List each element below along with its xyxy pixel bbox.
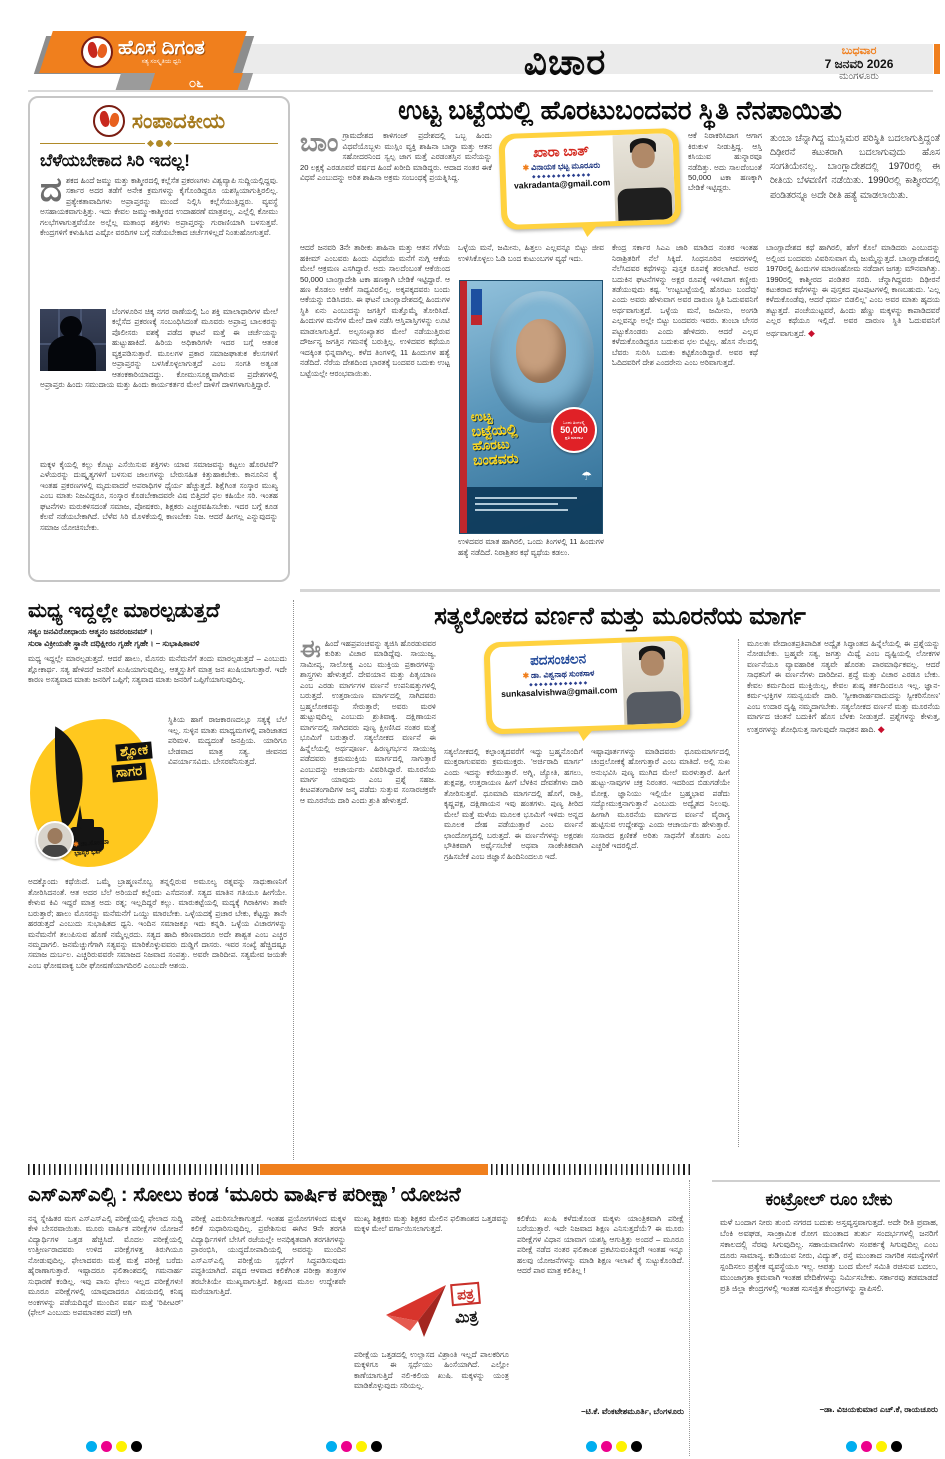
- article2-dropcap: ಈ: [300, 638, 321, 663]
- editorial-headline: ಬೆಳೆಯಬೇಕಾದ ಸಿರಿ ಇದಲ್ಲ!: [40, 151, 190, 170]
- star-icon: ✱: [522, 163, 529, 173]
- letters-divider-orange: [260, 1164, 488, 1175]
- column-title: ಖಾರಾ ಬಾತ್: [532, 143, 590, 161]
- shloka-label-2: ಸಾಗರ: [111, 763, 147, 783]
- editorial-section-title: ಸಂಪಾದಕೀಯ: [131, 108, 226, 133]
- brand-name: ಹೊಸ ದಿಗಂತ: [118, 36, 205, 59]
- article-divider: [300, 589, 940, 592]
- article1-intro-wrap: [770, 131, 940, 237]
- letters-byline: –ಟಿ.ಕೆ. ವೆಂಕಟೇಶಮೂರ್ತಿ, ಬೆಂಗಳೂರು: [581, 1407, 684, 1416]
- letters-col4: ಕಲಿಕೆಯ ಖುಷಿ ಕಳೆದುಕೊಂಡ ಮಕ್ಕಳು ಯಾಂತ್ರಿಕವಾಗಿ ಪರೀಕ್ಷೆ ಬರೆಯುತ್ತಾರೆ. ಇದೇ ನಿಜವಾದ ಶಿಕ್ಷಣ ಎನಿಸುತ್ತದೆಯೆ? ಈ ಮೂರು ಪರೀಕ್ಷೆಗಳ ವಿಧಾನ ಯಾವಾಗ ಯಶಸ್ವಿ ಆಗುತ್ತಿತ್ತು ಅಂದರೆ – ಮೂರೂ ಪರೀಕ್ಷೆ ನಡೆದ ನಂತರ ಫಲಿತಾಂಶ ಪ್ರಕಟಿಸುವಂತಿದ್ದರೆ! ಇಂತಹ ಇನ್ನೂ ಹಲವು ಯೋಜನೆಗಳನ್ನು ಮಾಡಿ ಶಿಕ್ಷಣ ಇಲಾಖೆ ಕೈ ಸುಟ್ಟುಕೊಂಡಿದೆ. ಆದರೆ ಪಾಠ ಮಾತ್ರ ಕಲಿತಿಲ್ಲ ! –ಟಿ.ಕೆ. ವೆಂಕಟೇಶಮೂರ್ತಿ, ಬೆಂಗಳೂರು: [517, 1214, 684, 1416]
- brand-logo-icon: [81, 36, 113, 68]
- patra-label: ಪತ್ರ: [450, 1282, 481, 1307]
- madhya-body-3: ಅದಕ್ಕೊಂದು ಕಥೆಯಿದೆ. ಒಮ್ಮೆ ಬ್ರಾಹ್ಮಣನೊಬ್ಬ ತನ್ನಲ್ಲಿರುವ ಅಮೂಲ್ಯ ರತ್ನವನ್ನು ಸಾಧುಕಾಣನಿಗೆ ತೋರಿಸಿದನಂತೆ. ಆತ ಅದರ ಬೆಲೆ ಅರಿಯದೆ ಕಲ್ಲೆಂದು ಎಸೆದನಂತೆ. ಸತ್ಯದ ಮಾತಿನ ಗತಿಯೂ ಹೀಗೆಯೇ. ಕೇಳುವ ಕಿವಿ ಇದ್ದರೆ ಮಾತ್ರ ಅದು ರತ್ನ; ಇಲ್ಲದಿದ್ದರೆ ಕಲ್ಲು. ಮಾರುಕಟ್ಟೆಯಲ್ಲಿ ಮದ್ಯಕ್ಕೆ ಗಿರಾಕಿಗಳು ತಾವೇ ಬರುತ್ತಾರೆ; ಹಾಲು ಮೊಸರನ್ನು ಮನೆಮನೆಗೆ ಒಯ್ದು ಮಾರಬೇಕು. ಒಳ್ಳೆಯದಕ್ಕೆ ಪ್ರಚಾರ ಬೇಕು, ಕೆಟ್ಟದ್ದು ತಾನೇ ಹರಡುತ್ತದೆ ಎಂಬುದು ಸುಭಾಷಿತದ ಧ್ವನಿ. ಇಂದಿನ ಸಮಾಜಕ್ಕೂ ಇದು ಕನ್ನಡಿ. ಒಳ್ಳೆಯ ವಿಚಾರಗಳನ್ನು ಮನೆಮನೆಗೆ ತಲುಪಿಸುವ ಹೊಣೆ ನಮ್ಮೆಲ್ಲರದು. ಸತ್ಯದ ಹಾದಿ ಕಠಿಣವಾದರೂ ಅದೇ ಶಾಶ್ವತ ಎಂಬ ಎಚ್ಚರ ನಮ್ಮದಾಗಲಿ. ಜನಮೆಚ್ಚುಗೆಗಾಗಿ ಸತ್ಯವನ್ನು ಮಾರಿಕೊಳ್ಳುವವರು ದುಡ್ಡಿಗೆ ದಾಸರು. ಇವರ ಸಂಖ್ಯೆ ಹೆಚ್ಚಿದಷ್ಟೂ ಸಮಾಜ ದುರ್ಬಲ. ಎಚ್ಚರಿರುವವರೇ ಸಮಾಜದ ನಿಜವಾದ ಸಂಪತ್ತು. ಅವರೇ ದಾರಿದೀಪ. ಸತ್ಯಮೇವ ಜಯತೇ ಎಂಬ ಘೋಷವಾಕ್ಯ ಬರೀ ಘೋಷಣೆಯಾಗದಿರಲಿ ಎಂಬುದೇ ಆಶಯ.: [28, 877, 287, 970]
- editorial-box: [28, 96, 290, 582]
- letters-col3-bottom: ಪರೀಕ್ಷೆಯ ಒತ್ತಡದಲ್ಲಿ ಉಲ್ಲಾಸದ ವಿಶ್ರಾಂತಿ ಇಲ್ಲದೆ ಪಾಲಕರಿಗೂ ಮಕ್ಕಳಿಗೂ ಈ ಸ್ಪರ್ಧೆಯು ಹಿಂಸೆಯಾಗಿದೆ. ಎಲ್ಲೋ ಕಾಣೆಯಾಗುತ್ತಿದೆ ನಲಿ-ಕಲಿಯ ಖುಷಿ. ಮಕ್ಕಳನ್ನು ಯಂತ್ರ ಮಾಡಿಕೊಳ್ಳುವುದು ಸರಿಯಲ್ಲ.: [354, 1350, 509, 1391]
- cmyk-registration-marks: [86, 1441, 142, 1452]
- editorial-photo: [40, 309, 106, 371]
- book-credits-panel: [467, 487, 602, 533]
- control-byline: –ಡಾ. ವಿಜಯಕುಮಾರ ಎಚ್.ಕೆ, ರಾಯಚೂರು: [819, 1405, 938, 1414]
- madhya-shloka: ಸತ್ಯಂ ಜನವಿರೋಧಾಯ ಆತ್ಮನಂ ಜನರಂಜನಮ್ । ಸುರಾ ವಿಕ್ರೀಯತೇ ಸ್ಥಾನೇ ದಧಿಕ್ಷೀರಂ ಗೃಹೇ ಗೃಹೇ । – ಸುಭಾಷಿತಾವಳಿ: [28, 627, 200, 648]
- star-icon: ✱: [522, 670, 529, 680]
- article1-col2-top: ಒಳ್ಳೆಯ ಮನೆ, ಜಮೀನು, ಹಿತ್ತಲು ಎಲ್ಲವನ್ನೂ ಬಿಟ್ಟು ಜೀವ ಉಳಿಸಿಕೊಳ್ಳಲು ಓಡಿ ಬಂದ ಕುಟುಂಬಗಳ ವ್ಯಥೆ ಇದು.: [458, 243, 604, 263]
- article-end-icon: ◆: [877, 723, 885, 734]
- article2-col2: ಸತ್ಯಲೋಕದಲ್ಲಿ ಕಲ್ಪಾಂತ್ಯದವರೆಗೆ ಇದ್ದು ಬ್ರಹ್ಮನೊಂದಿಗೆ ಮುಕ್ತರಾಗುವವರು ಕ್ರಮಮುಕ್ತರು. 'ಅರ್ಚಿರಾದಿ ಮಾರ್ಗ' ಎಂದು ಇದನ್ನು ಕರೆಯುತ್ತಾರೆ. ಅಗ್ನಿ, ಜ್ಯೋತಿ, ಹಗಲು, ಶುಕ್ಲಪಕ್ಷ, ಉತ್ತರಾಯಣ ಹೀಗೆ ಬೆಳಕಿನ ದೇವತೆಗಳು ದಾರಿ ತೋರಿಸುತ್ತವೆ. ಧೂಮಾದಿ ಮಾರ್ಗದಲ್ಲಿ ಹೊಗೆ, ರಾತ್ರಿ, ಕೃಷ್ಣಪಕ್ಷ, ದಕ್ಷಿಣಾಯನ ಇವು ಹಂತಗಳು. ಪುಣ್ಯ ತೀರಿದ ಮೇಲೆ ಮತ್ತೆ ಮಳೆಯ ಮೂಲಕ ಭೂಮಿಗೆ ಇಳಿದು ಅನ್ನದ ಮೂಲಕ ದೇಹ ಪಡೆಯುತ್ತಾರೆ ಎಂಬ ವರ್ಣನೆ ಛಾಂದೋಗ್ಯದಲ್ಲಿ ಬರುತ್ತದೆ. ಈ ವರ್ಣನೆಗಳನ್ನು ಅಕ್ಷರಶಃ ಭೌತಿಕವಾಗಿ ಅರ್ಥೈಸಬೇಕೆ ಅಥವಾ ಸಾಂಕೇತಿಕವಾಗಿ ಗ್ರಹಿಸಬೇಕೆ ಎಂಬ ಜಿಜ್ಞಾಸೆ ಹಿಂದಿನಿಂದಲೂ ಇದೆ.: [444, 746, 583, 861]
- editorial-header: [40, 105, 278, 137]
- paper-plane-icon: [384, 1281, 454, 1341]
- article2-middle-zone: [444, 639, 730, 1147]
- author-name: ಡಾ. ವಿಶ್ವನಾಥ ಸುಂಕಸಾಳ: [530, 668, 595, 680]
- letters-col1: ನನ್ನ ಸ್ನೇಹಿತರ ಮಗ ಎಸ್ಎಸ್ಎಲ್ಸಿ ಪರೀಕ್ಷೆಯಲ್ಲಿ ಫೇಲಾದ ಸುದ್ದಿ ಕೇಳಿ ಬೇಸರವಾಯಿತು. ಮೂರು ವಾರ್ಷಿಕ ಪರೀಕ್ಷೆಗಳ ಯೋಜನೆ ವಿದ್ಯಾರ್ಥಿಗಳ ಒತ್ತಡ ಹೆಚ್ಚಿಸಿದೆ. ಮೊದಲ ಪರೀಕ್ಷೆಯಲ್ಲಿ ಉತ್ತೀರ್ಣರಾದವರು ಉಳಿದ ಪರೀಕ್ಷೆಗಳತ್ತ ತಿರುಗಿಯೂ ನೋಡುವುದಿಲ್ಲ. ಫೇಲಾದವರು ಮತ್ತೆ ಮತ್ತೆ ಪರೀಕ್ಷೆ ಬರೆದು ಹೈರಾಣಾಗುತ್ತಾರೆ. ಇಷ್ಟಾದರೂ ಫಲಿತಾಂಶದಲ್ಲಿ ಗಮನಾರ್ಹ ಸುಧಾರಣೆ ಕಂಡಿಲ್ಲ. ಇವು ಪಾಸು ಫೇಲು ಇಲ್ಲದ ಪರೀಕ್ಷೆಗಳು! ಮೂರೂ ಪರೀಕ್ಷೆಗಳಲ್ಲಿ ಯಾವುದಾದರೂ ವಿಷಯದಲ್ಲಿ ಕನಿಷ್ಠ ಅಂಕಗಳನ್ನು ಪಡೆಯದಿದ್ದರೆ ಮುಂದಿನ ವರ್ಷ ಮತ್ತೆ ‘ರಿಪೀಟರ್’ (ಫೇಲ್ ಎಂಬುದು ಅಪಮಾನಕರ ಪದ!) ಆಗಿ: [28, 1214, 183, 1318]
- book-cover-photo: [459, 280, 603, 534]
- editorial-body-2: ಬೆಂಗಳೂರಿನ ಚಿಕ್ಕ ನಗರ ಠಾಣೆಯಲ್ಲಿ ಓಂ ಶಕ್ತಿ ಮಾಲಾಧಾರಿಗಳ ಮೇಲೆ ಕಲ್ಲೆಸೆದ ಪ್ರಕರಣಕ್ಕೆ ಸಂಬಂಧಿಸಿದಂತೆ ಮೂವರು ಅಪ್ರಾಪ್ತ ಬಾಲಕರನ್ನು ಪೊಲೀಸರು ವಶಕ್ಕೆ ಪಡೆದ ಘಟನೆ ಮತ್ತೆ ಈ ಚರ್ಚೆಯನ್ನು ಹುಟ್ಟುಹಾಕಿದೆ. ಹಿರಿಯ ಅಧಿಕಾರಿಗಳೇ ಇದರ ಬಗ್ಗೆ ಆತಂಕ ವ್ಯಕ್ತಪಡಿಸುತ್ತಾರೆ. ಮೂಲಗಳ ಪ್ರಕಾರ ಸಮಾಜಘಾತುಕ ಕೆಲಸಗಳಿಗೆ ಅಪ್ರಾಪ್ತರನ್ನು ಬಳಸಿಕೊಳ್ಳಲಾಗುತ್ತದೆ ಎಂಬ ಸಂಗತಿ ಅತ್ಯಂತ ಆತಂಕಕಾರಿಯಾದದ್ದು. ಕೋಮುಸೂಕ್ಷ್ಮವಾಗಿರುವ ಪ್ರದೇಶಗಳಲ್ಲಿ ಅಪ್ರಾಪ್ತರು ಹಿಂದು ಸಮುದಾಯ ಮತ್ತು ಹಿಂದು ಕಾರ್ಯಕರ್ತರ ಮೇಲೆ ದಾಳಿಗೆ ದಾಳಗಳಾಗುತ್ತಿದ್ದಾರೆ.: [40, 307, 278, 390]
- letters-headline: ಎಸ್ಎಸ್ಎಲ್ಸಿ : ಸೋಲು ಕಂಡ ‘ಮೂರು ವಾರ್ಷಿಕ ಪರೀಕ್ಷಾ’ ಯೋಜನೆ: [28, 1184, 461, 1206]
- article2-headline: ಸತ್ಯಲೋಕದ ವರ್ಣನೆ ಮತ್ತು ಮೂರನೆಯ ಮಾರ್ಗ: [434, 603, 806, 630]
- letters-section: [28, 1180, 690, 1456]
- madhya-headline: ಮಧ್ಯ ಇದ್ದಲ್ಲೇ ಮಾರಲ್ಪಡುತ್ತದೆ: [28, 600, 220, 622]
- book-sales-badge: ಒಂದು ತಿಂಗಳಲ್ಲಿ 50,000 ಪ್ರತಿ ಮಾರಾಟ: [551, 407, 597, 453]
- dots-ornament: ◆◆◆◆◆◆◆◆◆◆◆◆: [529, 679, 589, 687]
- dateline-day: ಬುಧವಾರ: [841, 45, 877, 57]
- article-2: [300, 600, 940, 1160]
- shloka-sagara-box: [28, 717, 160, 869]
- cmyk-registration-marks: [326, 1441, 382, 1452]
- letters-col2: ಪರೀಕ್ಷೆ ಎದುರಿಸಬೇಕಾಗುತ್ತದೆ. ಇಂತಹ ಪ್ರಯೋಗಗಳಿಂದ ಮಕ್ಕಳ ಕಲಿಕೆ ಸುಧಾರಿಸುವುದಿಲ್ಲ. ಪ್ರವೇಶಿಸುವ ಈಗಿನ 9ನೇ ತರಗತಿ ವಿದ್ಯಾರ್ಥಿಗಳಿಗೆ ಬೇಸಿಗೆ ರಜೆಯಲ್ಲೇ ಅನಧಿಕೃತವಾಗಿ ತರಗತಿಗಳನ್ನು ಪ್ರಾರಂಭಿಸಿ, ಯುದ್ಧದೋಪಾದಿಯಲ್ಲಿ ಅವರನ್ನು ಮುಂದಿನ ಎಸ್ಎಸ್ಎಲ್ಸಿ ಪರೀಕ್ಷೆಯ ಸ್ಪರ್ಧೆಗೆ ಸಿದ್ಧಪಡಿಸುವುದು ಪದ್ಧತಿಯಾಗಿದೆ. ಪಠ್ಯದ ಆಳವಾದ ಕಲಿಕೆಗಿಂತ ಪರೀಕ್ಷಾ ತಂತ್ರಗಳ ತರಬೇತಿಯೇ ಮುಖ್ಯವಾಗುತ್ತಿದೆ. ಶಿಕ್ಷಣದ ಮೂಲ ಉದ್ದೇಶವೇ ಮರೆಯಾಗುತ್ತಿದೆ.: [191, 1214, 346, 1297]
- article2-col3: ಇಷ್ಟಾಪೂರ್ತಗಳನ್ನು ಮಾಡಿದವರು ಧೂಮಮಾರ್ಗದಲ್ಲಿ ಚಂದ್ರಲೋಕಕ್ಕೆ ಹೋಗುತ್ತಾರೆ ಎಂಬ ಮಾತಿದೆ. ಅಲ್ಲಿ ಸುಖ ಅನುಭವಿಸಿ ಪುಣ್ಯ ಮುಗಿದ ಮೇಲೆ ಮರಳುತ್ತಾರೆ. ಹೀಗೆ ಹುಟ್ಟು-ಸಾವುಗಳ ಚಕ್ರ ನಿರಂತರ. ಇದರಿಂದ ಬಿಡುಗಡೆಯೇ ಮೋಕ್ಷ. ಜ್ಞಾನಿಯು ಇಲ್ಲಿಯೇ ಬ್ರಹ್ಮಭಾವ ಪಡೆದು ಸದ್ಯೋಮುಕ್ತನಾಗುತ್ತಾನೆ ಎಂಬುದು ಅದ್ವೈತದ ನಿಲುವು. ಹೀಗಾಗಿ ಮೂರನೆಯ ಮಾರ್ಗದ ವರ್ಣನೆ ವೈರಾಗ್ಯ ಹುಟ್ಟಿಸುವ ಉದ್ದೇಶದ್ದು ಎಂದು ಆಚಾರ್ಯರು ಹೇಳುತ್ತಾರೆ. ಸಂಸಾರದ ಕ್ಷಣಿಕತೆ ಅರಿತು ಸಾಧನೆಗೆ ತೊಡಗು ಎಂಬ ಎಚ್ಚರಿಕೆ ಇದರಲ್ಲಿದೆ.: [591, 746, 730, 851]
- book-spine: [460, 281, 467, 533]
- editorial-logo-icon: [93, 105, 125, 137]
- article1-lead: ಬಾಂಗ್ರಾಮದೇಶದ ಕಾಳಿಗಂಜ್ ಪ್ರದೇಶದಲ್ಲಿ ಒಬ್ಬ ಹಿಂದು ವಿಧವೆಯೊಬ್ಬಳು ಮುಸ್ಲಿಂ ವ್ಯಕ್ತಿ ಶಾಹಿನಾ ಬಾಗ್ದಾ ಮತ್ತು ಆತನ ಸಹೋದರನಿಂದ ಸ್ವಲ್ಪ ಜಾಗ ಮತ್ತೆ ಎರಡಂತಸ್ತಿನ ಮನೆಯನ್ನು 20 ಲಕ್ಷಕ್ಕೆ ಎರಡೂವರೆ ವರ್ಷದ ಹಿಂದೆ ಖರೀದಿ ಮಾಡಿದ್ದರು. ಆದಾದ ನಂತರ ಈಕೆ ವಿಧವೆ ಎಂಬುದನ್ನು ಅರಿತ ಶಾಹಿನಾ ಅಕ್ರಮ ಸಂಬಂಧಕ್ಕೆ ಪ್ರಯತ್ನಿಸಿದ್ದ.: [300, 131, 492, 182]
- masthead: [39, 31, 247, 73]
- book-woman-face: [516, 319, 566, 383]
- article1-minicol: ಆಕೆ ನಿರಾಕರಿಸಿದಾಗ ಆಗಾಗ ಕಿರುಕುಳ ನೀಡುತ್ತಿದ್ದ. ಆಸ್ತಿ ಕಸಿಯುವ ಹುನ್ನಾರವೂ ನಡೆದಿತ್ತು. ಅದು ಸಾಲದೆಂಬಂತೆ 50,000 ಟಕಾ ಹಣಕ್ಕಾಗಿ ಬೇಡಿಕೆ ಇಟ್ಟಿದ್ದರು.: [688, 131, 762, 193]
- letters-col3: [354, 1214, 509, 1440]
- header-divider: [28, 90, 933, 92]
- header-orange-cap: [934, 44, 940, 74]
- article1-col1: ಆದರೆ ಜನವರಿ 3ನೇ ತಾರೀಕು ಶಾಹಿನಾ ಮತ್ತು ಆತನ ಗೆಳೆಯ ಹಕೀಮ್ ಎಂಬವರು ಹಿಂದು ವಿಧವೆಯ ಮನೆಗೆ ನುಗ್ಗಿ ಆಕೆಯ ಮೇಲೆ ಆಕ್ರಮಣ ಎಸಗಿದ್ದಾರೆ. ಅದು ಸಾಲದೆಂಬಂತೆ ಆಕೆಯಿಂದ 50,000 ಬಾಂಗ್ಲಾದೇಶಿ ಟಕಾ ಹಣಕ್ಕಾಗಿ ಬೇಡಿಕೆ ಇಟ್ಟಿದ್ದಾರೆ. ಆ ಹಣ ಕೊಡಲು ಆಕೆಗೆ ಸಾಧ್ಯವಿರಲಿಲ್ಲ. ಅಕ್ಕಪಕ್ಕದವರು ಬಂದು ಆಕೆಯನ್ನು ಬಿಡಿಸಿದರು. ಈ ಘಟನೆ ಬಾಂಗ್ಲಾದೇಶದಲ್ಲಿ ಹಿಂದುಗಳ ಸ್ಥಿತಿ ಏನು ಎಂಬುದನ್ನು ಜಗತ್ತಿಗೆ ಮತ್ತೊಮ್ಮೆ ತೋರಿಸಿದೆ. ಹಿಂದುಗಳ ಮನೆಗಳ ಮೇಲೆ ದಾಳಿ ನಡೆಸಿ ಆಸ್ತಿಪಾಸ್ತಿಗಳನ್ನು ಲೂಟಿ ಮಾಡಲಾಗುತ್ತಿದೆ. ಅಲ್ಪಸಂಖ್ಯಾತರ ಮೇಲೆ ನಡೆಯುತ್ತಿರುವ ದೌರ್ಜನ್ಯ ಜಗತ್ತಿನ ಗಮನಕ್ಕೆ ಬರುತ್ತಿಲ್ಲ. ಉಳಿದವರ ಕಥೆಯೂ ಇದಕ್ಕಿಂತ ಭಿನ್ನವಾಗಿಲ್ಲ. ಕಳೆದ ತಿಂಗಳಲ್ಲಿ 11 ಹಿಂದುಗಳ ಹತ್ಯೆ ನಡೆದಿದೆ. ನೆರೆಯ ದೇಶದಿಂದ ಭಾರತಕ್ಕೆ ಬಂದವರ ಬದುಕು ಉಟ್ಟ ಬಟ್ಟೆಯಲ್ಲೇ ಆರಂಭವಾಯಿತು.: [300, 243, 450, 378]
- article1-dropcap: ಬಾಂ: [300, 131, 339, 158]
- shloka-attribution: – ಸುಭಾಷಿತಾವಳಿ: [155, 638, 200, 648]
- article-1: [300, 96, 940, 585]
- article1-col2-bottom: ಉಳಿದವರ ಮಾತ ಹಾಗಿರಲಿ, ಒಂದು ತಿಂಗಳಲ್ಲಿ 11 ಹಿಂದುಗಳ ಹತ್ಯೆ ನಡೆದಿದೆ. ನಿರಾಶ್ರಿತರ ಕಥೆ ವ್ಯಥೆಯ ಕಡಲು.: [458, 537, 604, 557]
- page-number: ೦೬: [188, 74, 204, 90]
- dateline-date: 7 ಜನವರಿ 2026: [824, 56, 894, 71]
- author-photo: [622, 641, 685, 725]
- article1-author-box: [500, 131, 680, 235]
- article1-col2: [458, 243, 604, 575]
- dots-ornament: ◆◆◆◆◆◆◆◆◆◆◆◆: [532, 171, 592, 179]
- madhya-body-1: ಮಧ್ಯ ಇದ್ದಲ್ಲೇ ಮಾರಲ್ಪಡುತ್ತದೆ. ಆದರೆ ಹಾಲು, ಮೊಸರು ಮನೆಮನೆಗೆ ತಂದು ಮಾರಲ್ಪಡುತ್ತದೆ – ಎಂಬುದು ಶ್ಲೋಕಾರ್ಥ. ಸತ್ಯ ಹೇಳಿದರೆ ಜನರಿಗೆ ಖುಷಿಯಾಗುವುದಿಲ್ಲ. ಆತ್ಮಸ್ತುತಿಗೆ ಮಾತ್ರ ಜನ ಖುಷಿಯಾಗುತ್ತಾರೆ. ಇದೇ ಕಾರಣ ಅಸತ್ಯವಾದ ಮಾತು ಜನರಿಗೆ ಒಪ್ಪಿಗೆ; ಸತ್ಯವಾದ ಮಾತು ಜನರಿಗೆ ಒಪ್ಪಿಗೆಯಾಗುವುದಿಲ್ಲ.: [28, 654, 287, 685]
- shloka-label-1: ಶ್ಲೋಕ: [115, 742, 152, 762]
- article2-author-box: [485, 639, 689, 739]
- editorial-body-1: ದಶಕದ ಹಿಂದೆ ಜಮ್ಮು ಮತ್ತು ಕಾಶ್ಮೀರದಲ್ಲಿ ಕಲ್ಲೆಸೆತ ಪ್ರಕರಣಗಳು ವಿಶ್ವವ್ಯಾಪಿ ಸುದ್ದಿಯಲ್ಲಿದ್ದವು. ಸರ್ಕಾರ ಅದರ ತಡೆಗೆ ಅನೇಕ ಕ್ರಮಗಳನ್ನು ಕೈಗೊಂಡಿದ್ದರೂ ಯಶಸ್ವಿಯಾಗುತ್ತಿರಲಿಲ್ಲ. ಪ್ರತ್ಯೇಕತಾವಾದಿಗಳು ಅಪ್ರಾಪ್ತರನ್ನು ಮುಂದೆ ನಿಲ್ಲಿಸಿ ಕಲ್ಲೆಸೆಯುತ್ತಿದ್ದರು. ವ್ಯವಸ್ಥೆ ಅಸಹಾಯಕವಾಗುತ್ತಿತ್ತು. ಇದು ಕೇವಲ ಜಮ್ಮು-ಕಾಶ್ಮೀರದ ಉದಾಹರಣೆ ಮಾತ್ರವಲ್ಲ. ಎಲ್ಲೆಲ್ಲಿ ಕೋಮು ಗಲಭೆಗಳಾಗುತ್ತವೆಯೋ ಅಲ್ಲೆಲ್ಲ ಮತಾಂಧ ಶಕ್ತಿಗಳು ಅಪ್ರಾಪ್ತರನ್ನು ಗುರಾಣಿಯಾಗಿ ಬಳಸುತ್ತವೆ. ಕೇಂದ್ರಗಳಿಗೆ ಕಳುಹಿಸಿದ ಎಷ್ಟೋ ವರದಿಗಳ ಬಗ್ಗೆ ನಡೆಯಬೇಕಾದ ಚರ್ಚೆಗಳಿಲ್ಲದೆ ನಿಂತುಹೋಗುತ್ತವೆ.: [40, 176, 278, 238]
- author-email: sunkasalvishwa@gmail.com: [500, 684, 618, 699]
- cmyk-registration-marks: [846, 1441, 902, 1452]
- madhya-section: [28, 600, 294, 1160]
- shloka-author-name: ✱ ಡಾ.ಸೋಂದಾ ಭಾಸ್ಕರ ಭಟ್: [73, 838, 110, 857]
- book-title: ಉಟ್ಟ ಬಟ್ಟೆಯಲ್ಲಿ ಹೊರಟು ಬಂಡವರು: [470, 408, 519, 469]
- editorial-dropcap: ದ: [40, 176, 62, 209]
- article1-col3: ಕೇಂದ್ರ ಸರ್ಕಾರ ಸಿಎಎ ಜಾರಿ ಮಾಡಿದ ನಂತರ ಇಂತಹ ನಿರಾಶ್ರಿತರಿಗೆ ನೆಲೆ ಸಿಕ್ಕಿದೆ. ಸಿಂಧನೂರಿನ ಆವರಗಳಲ್ಲಿ ನೆಲೆಸಿದವರ ಕಥೆಗಳನ್ನು ಪುಸ್ತಕ ರೂಪಕ್ಕೆ ತರಲಾಗಿದೆ. ಅವರ ಬದುಕಿನ ಘಟನೆಗಳನ್ನು ಅಕ್ಷರ ರೂಪಕ್ಕೆ ಇಳಿಸಿದಾಗ ಕಣ್ಣೀರು ತಡೆಯುವುದು ಕಷ್ಟ. 'ಉಟ್ಟಬಟ್ಟೆಯಲ್ಲಿ ಹೊರಟು ಬಂದೆವು' ಎಂದು ಅವರು ಹೇಳುವಾಗ ಅವರ ದಾರುಣ ಸ್ಥಿತಿ ಓದುವವನಿಗೆ ಅರ್ಥವಾಗುತ್ತದೆ. ಒಳ್ಳೆಯ ಮನೆ, ಜಮೀನು, ಅಂಗಡಿ ಎಲ್ಲವನ್ನೂ ಅಲ್ಲೇ ಬಿಟ್ಟು ಬಂದವರು ಇವರು. ತುಂಬಾ ಬೇಸರ ಪಟ್ಟುಕೊಂಡರು ಎಂದು ಹೇಳಿದರು. ಆದರೆ ಎಲ್ಲವ ಕಳೆದುಕೊಂಡಿದ್ದರೂ ಬದುಕುವ ಛಲ ಬಿಟ್ಟಿಲ್ಲ. ಹೊಸ ನೆಲದಲ್ಲಿ ಬೆವರು ಸುರಿಸಿ ಬದುಕು ಕಟ್ಟಿಕೊಂಡಿದ್ದಾರೆ. ಅವರ ಕಥೆ ಓದಿದವರಿಗೆ ದೇಶ ಎಂದರೇನು ಎಂಬ ಅರಿವಾಗುತ್ತದೆ.: [612, 243, 758, 368]
- author-email: vakradanta@gmail.com: [513, 177, 611, 191]
- author-photo: [612, 133, 675, 221]
- shloka-author-photo: [36, 821, 74, 859]
- author-name: ವಿನಾಯಕ ಭಟ್ಟ ಮೂರೂರು: [530, 160, 601, 172]
- mitra-label: ಮಿತ್ರ: [453, 1308, 479, 1327]
- control-room-section: [712, 1180, 940, 1456]
- page-section-title: ವಿಚಾರ: [523, 41, 607, 82]
- article-end-icon: ◆: [808, 327, 815, 338]
- letters-col3-top: ಮುಖ್ಯ ಶಿಕ್ಷಕರು ಮತ್ತು ಶಿಕ್ಷಕರ ಮೇಲಿನ ಫಲಿತಾಂಶದ ಒತ್ತಡವನ್ನು ಮಕ್ಕಳ ಮೇಲೆ ವರ್ಗಾಯಿಸಲಾಗುತ್ತದೆ.: [354, 1214, 509, 1234]
- cmyk-registration-marks: [586, 1441, 642, 1452]
- editorial-body-3: ಮಕ್ಕಳ ಕೈಯಲ್ಲಿ ಕಲ್ಲು ಕೊಟ್ಟು ಎಸೆಯಿಸುವ ಶಕ್ತಿಗಳು ಯಾವ ಸಮಾಜವನ್ನು ಕಟ್ಟಲು ಹೊರಟಿವೆ? ಎಳೆಯರನ್ನು ದುಷ್ಕೃತ್ಯಗಳಿಗೆ ಬಳಸುವ ಜಾಲಗಳನ್ನು ಬೇರುಸಹಿತ ಕಿತ್ತುಹಾಕಬೇಕು. ಕಾನೂನಿನ ಕೈ ಇಂತಹ ಪ್ರಕರಣಗಳಲ್ಲಿ ಮೃದುವಾದರೆ ಅಪರಾಧಿಗಳ ಧೈರ್ಯ ಹೆಚ್ಚುತ್ತದೆ. ಶಿಕ್ಷೆಗಿಂತ ಸಂಸ್ಕಾರ ಮುಖ್ಯ ಎಂಬ ಮಾತು ನಿಜವಿದ್ದರೂ, ಸಂಸ್ಕಾರ ಕೊಡಬೇಕಾದವರೇ ವಿಷ ಬಿತ್ತಿದರೆ ಫಲ ಕಹಿಯೇ ಸರಿ. ಇಂತಹ ಘಟನೆಗಳು ಮರುಕಳಿಸದಂತೆ ಸಮಾಜ, ಪೋಷಕರು, ಶಿಕ್ಷಕರು ಎಚ್ಚರವಹಿಸಬೇಕು. ಇದರ ಬಗ್ಗೆ ಕೂಡ ಕೆಲವೆ ನಡೆಯಬೇಕಾಗಿದೆ. ಬೆಳೆವ ಸಿರಿ ಮೊಳಕೆಯಲ್ಲಿ ಕಾಣಬೇಕು ನಿಜ. ಆದರೆ ಹೀಗಲ್ಲ ಎನ್ನುವುದನ್ನು ಸಮಾಜ ಯೋಚಿಸಬೇಕು.: [40, 460, 278, 532]
- article1-intro: ತುಂಬಾ ಚೆನ್ನಾಗಿದ್ದ ಮುಸ್ಲಿಮರ ಪರಿಸ್ಥಿತಿ ಬದಲಾಗುತ್ತಿದ್ದಂತೆ ದಿಢೀರನೆ ಕಟುಕರಾಗಿ ಬದಲಾಗುವುದು ಹೊಸ ಸಂಗತಿಯೇನಲ್ಲ. ಬಾಂಗ್ಲಾದೇಶದಲ್ಲಿ 1970ರಲ್ಲಿ ಈ ರೀತಿಯ ಬೆಳವಣಿಗೆ ನಡೆಯಿತು. 1990ರಲ್ಲಿ ಕಾಶ್ಮೀರದಲ್ಲಿ ಪಂಡಿತರನ್ನೂ ಅದೇ ರೀತಿ ಹತ್ಯೆ ಮಾಡಲಾಯಿತು.: [770, 132, 940, 200]
- article2-col4: ಮೂಲತಃ ವೇದಾಂತಪ್ರತಿಪಾದಿತ ಅದ್ವೈತ ಸಿದ್ಧಾಂತದ ಹಿನ್ನೆಲೆಯಲ್ಲಿ ಈ ಪ್ರಶ್ನೆಯನ್ನು ನೋಡಬೇಕು. ಬ್ರಹ್ಮವೇ ಸತ್ಯ, ಜಗತ್ತು ಮಿಥ್ಯೆ ಎಂಬ ದೃಷ್ಟಿಯಲ್ಲಿ ಲೋಕಗಳ ವರ್ಣನೆಯೂ ವ್ಯಾವಹಾರಿಕ ಸತ್ಯವೇ ಹೊರತು ಪಾರಮಾರ್ಥಿಕವಲ್ಲ. ಆದರೆ ಸಾಧಕನಿಗೆ ಈ ವರ್ಣನೆಗಳು ದಾರಿದೀಪ. ಶ್ರದ್ಧೆ ಮತ್ತು ವಿಚಾರ ಎರಡೂ ಬೇಕು. ಕೇವಲ ಕರ್ಮದಿಂದ ಮುಕ್ತಿಯಿಲ್ಲ, ಕೇವಲ ಶುಷ್ಕ ತರ್ಕದಿಂದಲೂ ಇಲ್ಲ. ಜ್ಞಾನ-ಕರ್ಮ-ಭಕ್ತಿಗಳ ಸಮನ್ವಯವೇ ದಾರಿ. 'ಸ್ವೀಕಾರಾರ್ಹವಾದುದನ್ನು ಸ್ವೀಕರಿಸೋಣ' ಎಂಬ ಉದಾರ ದೃಷ್ಟಿ ನಮ್ಮದಾಗಬೇಕು. ಸತ್ಯಲೋಕದ ವರ್ಣನೆ ಮತ್ತು ಮೂರನೆಯ ಮಾರ್ಗದ ಚಿಂತನೆ ಬದುಕಿಗೆ ಹೊಸ ಬೆಳಕು ನೀಡುತ್ತದೆ. ಪ್ರಶ್ನೆಗಳನ್ನು ಕೇಳುತ್ತ, ಉತ್ತರಗಳನ್ನು ಶೋಧಿಸುತ್ತ ಸಾಗುವುದೇ ಸಾಧಕನ ಹಾದಿ. ◆: [738, 639, 940, 1147]
- control-body: ಮಳೆ ಬಂದಾಗ ನೀರು ತುಂಬಿ ನಗರದ ಬದುಕು ಅಸ್ತವ್ಯಸ್ತವಾಗುತ್ತದೆ. ಅದೇ ರೀತಿ ಪ್ರವಾಹ, ಬೆಂಕಿ ಅವಘಡ, ಸಾಂಕ್ರಾಮಿಕ ರೋಗ ಮುಂತಾದ ತುರ್ತು ಸಂದರ್ಭಗಳಲ್ಲಿ ಜನರಿಗೆ ಸಕಾಲದಲ್ಲಿ ನೆರವು ಸಿಗುವುದಿಲ್ಲ. ಸಹಾಯವಾಣಿಗಳು ಸಂಪರ್ಕಕ್ಕೆ ಸಿಗುವುದಿಲ್ಲ ಎಂಬ ದೂರು ಸಾಮಾನ್ಯ. ಕುಡಿಯುವ ನೀರು, ವಿದ್ಯುತ್, ರಸ್ತೆ ಮುಂತಾದ ನಾಗರಿಕ ಸಮಸ್ಯೆಗಳಿಗೆ ಸ್ಪಂದಿಸಲು ಪ್ರತ್ಯೇಕ ವ್ಯವಸ್ಥೆಯೂ ಇಲ್ಲ. ಆಪತ್ತು ಬಂದ ಮೇಲೆ ಸಮಿತಿ ರಚಿಸುವ ಬದಲು, ಮುಂಜಾಗ್ರತಾ ಕ್ರಮವಾಗಿ ಇಂತಹ ವೇದಿಕೆಗಳನ್ನು ನಿರ್ಮಿಸಬೇಕು. ಸರ್ಕಾರವು ತಡಮಾಡದೆ ಪ್ರತಿ ಜಿಲ್ಲಾ ಕೇಂದ್ರಗಳಲ್ಲಿ ಇಂತಹ ಸುಸಜ್ಜಿತ ಕೇಂದ್ರಗಳನ್ನು ಸ್ಥಾಪಿಸಲಿ.: [720, 1218, 938, 1294]
- column-title: ಪದಸಂಚಲನ: [529, 650, 587, 668]
- editorial-ornament: [40, 140, 278, 147]
- brand-tagline: ಸತ್ಯ ಸಂಸ್ಕೃತಿಯ ಧ್ವನಿ: [141, 58, 182, 65]
- control-headline: ಕಂಟ್ರೋಲ್ ರೂಂ ಬೇಕು: [765, 1190, 893, 1209]
- article1-headline: ಉಟ್ಟ ಬಟ್ಟೆಯಲ್ಲಿ ಹೊರಟುಬಂದವರ ಸ್ಥಿತಿ ನೆನಪಾಯಿತು: [398, 96, 842, 125]
- dateline: [790, 45, 928, 83]
- article1-col4: ಬಾಂಗ್ಲಾದೇಶದ ಕಥೆ ಹಾಗಿರಲಿ, ಹೇಗೆ ಕೊಲೆ ಮಾಡಿದರು ಎಂಬುದನ್ನು ಅಲ್ಲಿಂದ ಬಂದವರು ವಿವರಿಸುವಾಗ ಮೈ ಜುಮ್ಮೆನ್ನುತ್ತದೆ. ಬಾಂಗ್ಲಾದೇಶದಲ್ಲಿ 1970ರಲ್ಲಿ ಹಿಂದುಗಳ ಮಾರಣಹೋಮ ನಡೆದಾಗ ಜಗತ್ತು ಮೌನವಾಗಿತ್ತು. 1990ರಲ್ಲಿ ಕಾಶ್ಮೀರದ ಪಂಡಿತರ ಸರದಿ. ಚೆನ್ನಾಗಿದ್ದವರು ದಿಢೀರನೆ ಕಟುಕರಾದ ಕಥೆಗಳನ್ನು ಈ ಪುಸ್ತಕದ ಪುಟಪುಟಗಳಲ್ಲಿ ಕಾಣಬಹುದು. 'ಎಲ್ಲ ಕಳೆದುಕೊಂಡೆವು, ಆದರೆ ಧರ್ಮ ಬಿಡಲಿಲ್ಲ' ಎಂಬ ಅವರ ಮಾತು ಹೃದಯ ತಟ್ಟುತ್ತದೆ. ಪಂಚೆಯುಟ್ಟವರೆ, ಹಿಂದು ಹೆಣ್ಣು ಮಕ್ಕಳನ್ನು ಕಾಪಾಡಿದವರೆ ಎಲ್ಲರ ಕಥೆಯೂ ಇಲ್ಲಿದೆ. ಅವರ ದಾರುಣ ಸ್ಥಿತಿ ಓದುವವನಿಗೆ ಅರ್ಥವಾಗುತ್ತದೆ. ◆: [766, 243, 940, 338]
- publisher-umbrella-icon: ☂: [581, 469, 592, 484]
- dateline-city: ಮಂಗಳೂರು: [839, 71, 879, 83]
- article2-col1: ಈಹಿಂದೆ ಇಹಪ್ರಪಂಚವನ್ನು ತ್ಯಜಿಸಿ ಹೊರಡುವವರ ಕುರಿತು ವಿಚಾರ ಮಾಡಿದ್ದೆವು. ಸಾಯುಜ್ಯ, ಸಾಮೀಪ್ಯ, ಸಾಲೋಕ್ಯ ಎಂಬ ಮುಕ್ತಿಯ ಪ್ರಕಾರಗಳನ್ನು ಶಾಸ್ತ್ರಗಳು ಹೇಳುತ್ತವೆ. ದೇವಯಾನ ಮತ್ತು ಪಿತೃಯಾಣ ಎಂಬ ಎರಡು ಮಾರ್ಗಗಳ ವರ್ಣನೆ ಉಪನಿಷತ್ತುಗಳಲ್ಲಿ ಬರುತ್ತದೆ. ಉತ್ತರಾಯಣ ಮಾರ್ಗದಲ್ಲಿ ಸಾಗಿದವರು ಬ್ರಹ್ಮಲೋಕವನ್ನು ಸೇರುತ್ತಾರೆ; ಅವರು ಮರಳಿ ಹುಟ್ಟುವುದಿಲ್ಲ ಎಂಬುದು ಶ್ರುತಿವಾಕ್ಯ. ದಕ್ಷಿಣಾಯನ ಮಾರ್ಗದಲ್ಲಿ ಸಾಗಿದವರು ಪುಣ್ಯ ಕ್ಷೀಣಿಸಿದ ನಂತರ ಮತ್ತೆ ಭೂಮಿಗೆ ಬರುತ್ತಾರೆ. ಸತ್ಯಲೋಕದ ವರ್ಣನೆ ಈ ಹಿನ್ನೆಲೆಯಲ್ಲಿ ಅರ್ಥಪೂರ್ಣ. ಹಿರಣ್ಯಗರ್ಭನ ಸಾಯುಜ್ಯ ಪಡೆದವರು ಕ್ರಮಮುಕ್ತಿಯ ಮಾರ್ಗದಲ್ಲಿ ಸಾಗುತ್ತಾರೆ ಎಂಬುದನ್ನು ಆಚಾರ್ಯರು ವಿವರಿಸಿದ್ದಾರೆ. ಮೂರನೆಯ ಮಾರ್ಗ ಯಾವುದು ಎಂಬ ಪ್ರಶ್ನೆ ಸಹಜ. ಕೀಟಪತಂಗಾದಿಗಳ ಜನ್ಮ ಪಡೆದು ಸುತ್ತುವ ಸಂಸಾರಚಕ್ರವೇ ಆ ಮೂರನೆಯ ದಾರಿ ಎಂದು ಶ್ರುತಿ ಹೇಳುತ್ತದೆ.: [300, 638, 436, 805]
- patra-mitra-logo: [384, 1275, 480, 1347]
- madhya-body-2: ಶ್ಲೋಕ ಸಾಗರ ✱ ಡಾ.ಸೋಂದಾ ಭಾಸ್ಕರ ಭಟ್ ಸ್ಥಿತಿಯ ಹಾಗೆ ರಾಜಕಾರಣದಲ್ಲೂ ಸತ್ಯಕ್ಕೆ ಬೆಲೆ ಇಲ್ಲ. ಸುಳ್ಳಿನ ಮಾತು ಮಾಧ್ಯಮಗಳಲ್ಲಿ ಪಾರಿಜಾತದ ಪರಿಮಳ. ಮದ್ಯದಂತೆ ಜನಪ್ರಿಯ. ಯಾರಿಗೂ ಬೇಡವಾದ ಮಾತ್ರ ಸತ್ಯ. ಜೀವನದ ವಿಪರ್ಯಾಸವಿದು. ಬೇಸರವೆನಿಸುತ್ತದೆ.: [28, 715, 287, 875]
